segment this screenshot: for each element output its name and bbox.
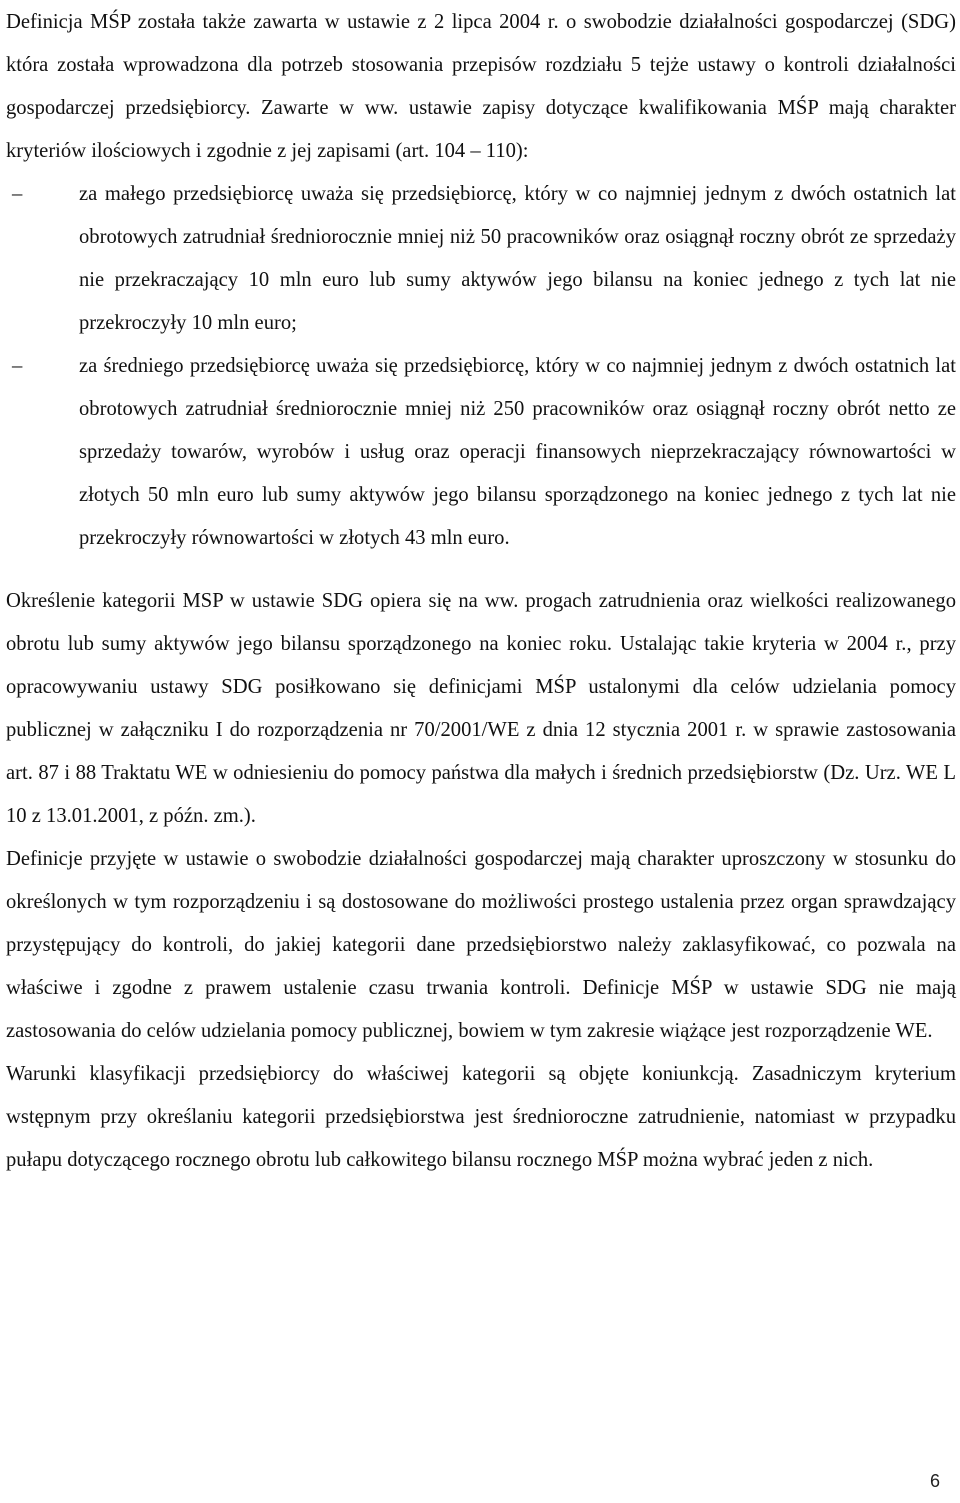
dash-bullet-icon: – — [12, 183, 23, 205]
list-item — [6, 345, 956, 560]
criteria-list — [6, 173, 956, 560]
list-item-text-small-enterprise: za małego przedsiębiorcę uważa się przedsiębiorcę, który w co najmniej jednym z dwóch ostatnich lat obrotowych zatrudniał średniorocznie mniej niż 50 pracowników oraz osiągnął roczny obrót ze sprzedaży nie przekraczający 10 mln euro lub sumy aktywów jego bilansu na koniec jednego z tych lat nie przekroczyły 10 mln euro; — [79, 183, 956, 334]
paragraph-msp-definition-sdg: Definicja MŚP została także zawarta w ustawie z 2 lipca 2004 r. o swobodzie działalności gospodarczej (SDG) która została wprowadzona dla potrzeb stosowania przepisów rozdziału 5 tejże ustawy o kontroli działalności gospodarczej przedsiębiorcy. Zawarte w ww. ustawie zapisy dotyczące kwalifikowania MŚP mają charakter kryteriów ilościowych i zgodnie z jej zapisami (art. 104 – 110): — [6, 11, 956, 162]
dash-bullet-icon: – — [12, 355, 23, 377]
list-item — [6, 173, 956, 345]
paragraph-msp-category-sdg: Określenie kategorii MSP w ustawie SDG opiera się na ww. progach zatrudnienia oraz wielkości realizowanego obrotu lub sumy aktywów jego bilansu sporządzonego na koniec roku. Ustalając takie kryteria w 2004 r., przy opracowywaniu ustawy SDG posiłkowano się definicjami MŚP ustalonymi dla celów udzielania pomocy publicznej w załączniku I do rozporządzenia nr 70/2001/WE z dnia 12 stycznia 2001 r. w sprawie zastosowania art. 87 i 88 Traktatu WE w odniesieniu do pomocy państwa dla małych i średnich przedsiębiorstw (Dz. Urz. WE L 10 z 13.01.2001, z późn. zm.). — [6, 590, 956, 827]
paragraph-classification-conditions: Warunki klasyfikacji przedsiębiorcy do właściwej kategorii są objęte koniunkcją. Zasadniczym kryterium wstępnym przy określaniu kategorii przedsiębiorstwa jest średnioroczne zatrudnienie, natomiast w przypadku pułapu dotyczącego rocznego obrotu lub całkowitego bilansu rocznego MŚP można wybrać jeden z nich. — [6, 1063, 956, 1171]
page-number: 6 — [929, 1471, 940, 1491]
paragraph-definitions-simplified: Definicje przyjęte w ustawie o swobodzie działalności gospodarczej mają charakter uproszczony w stosunku do określonych w tym rozporządzeniu i są dostosowane do możliwości prostego ustalenia przez organ sprawdzający przystępujący do kontroli, do jakiej kategorii dane przedsiębiorstwo należy zaklasyfikować, co pozwala na właściwe i zgodne z prawem ustalenie czasu trwania kontroli. Definicje MŚP w ustawie SDG nie mają zastosowania do celów udzielania pomocy publicznej, bowiem w tym zakresie wiążące jest rozporządzenie WE. — [6, 848, 956, 1042]
list-item-text-medium-enterprise: za średniego przedsiębiorcę uważa się przedsiębiorcę, który w co najmniej jednym z dwóch ostatnich lat obrotowych zatrudniał średniorocznie mniej niż 250 pracowników oraz osiągnął roczny obrót netto ze sprzedaży towarów, wyrobów i usług oraz operacji finansowych nieprzekraczający równowartości w złotych 50 mln euro lub sumy aktywów jego bilansu sporządzonego na koniec jednego z tych lat nie przekroczyły równowartości w złotych 43 mln euro. — [79, 355, 956, 549]
document-page — [6, 0, 956, 1503]
